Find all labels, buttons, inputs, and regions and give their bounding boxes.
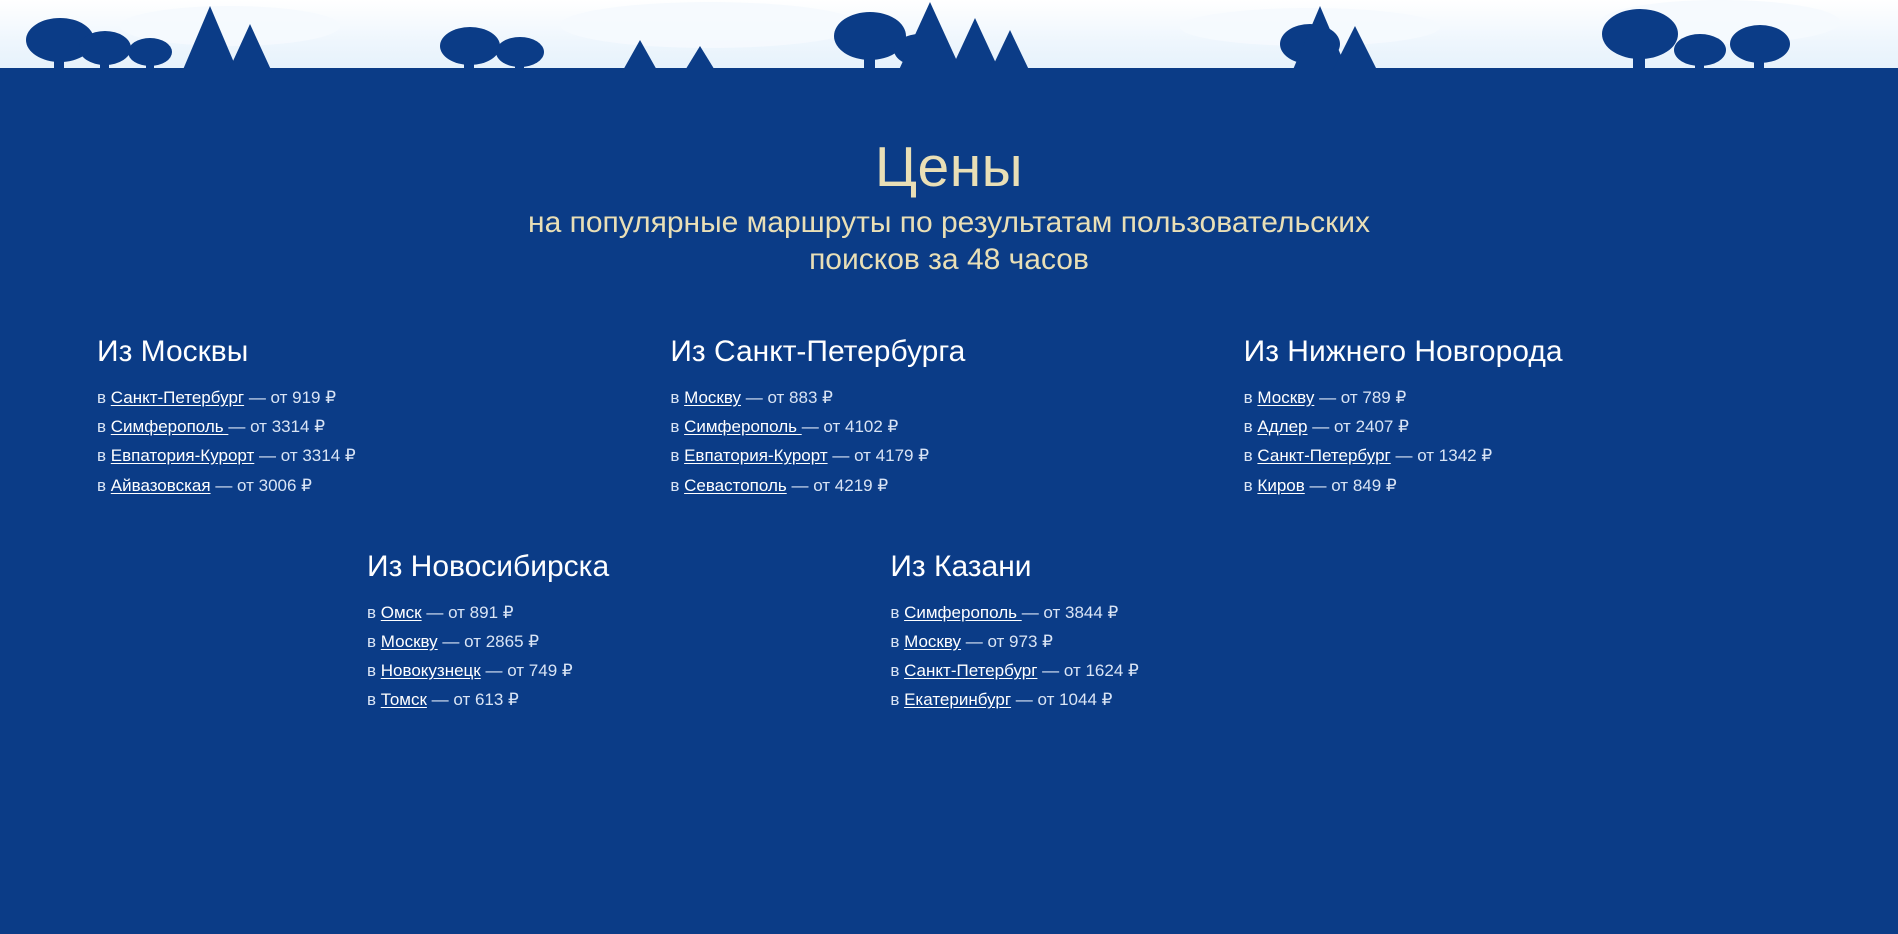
route-price: — от 613 ₽ — [431, 690, 519, 710]
route-price: — от 883 ₽ — [745, 387, 833, 407]
route-item — [890, 627, 1235, 656]
route-price: — от 789 ₽ — [1319, 387, 1407, 407]
route-city-link[interactable]: Айвазовская — [110, 475, 211, 495]
route-city-link[interactable]: Евпатория-Курорт — [684, 446, 828, 466]
route-city-link[interactable]: Москву — [904, 632, 961, 652]
route-preposition: в — [1243, 387, 1253, 407]
forest-silhouette-icon — [0, 0, 1898, 78]
route-item — [670, 471, 1235, 500]
route-item — [367, 656, 662, 685]
route-preposition: в — [367, 632, 377, 652]
route-preposition: в — [97, 446, 107, 466]
route-preposition: в — [890, 632, 900, 652]
price-blocks-grid — [89, 335, 1809, 715]
route-price: — от 1624 ₽ — [1042, 661, 1139, 681]
route-city-link[interactable]: Санкт-Петербург — [110, 387, 245, 407]
route-item — [670, 441, 1235, 470]
route-price: — от 4102 ₽ — [801, 417, 899, 437]
route-city-link[interactable]: Севастополь — [684, 475, 787, 495]
route-preposition: в — [1243, 475, 1253, 495]
price-block-from-kazan — [662, 550, 1235, 715]
route-price: — от 3844 ₽ — [1021, 602, 1119, 622]
route-price: — от 891 ₽ — [426, 602, 514, 622]
page-title: Цены — [874, 135, 1024, 199]
route-list — [1244, 383, 1809, 500]
route-price: — от 919 ₽ — [248, 387, 337, 407]
route-item — [97, 412, 662, 441]
route-preposition: в — [1243, 446, 1253, 466]
route-price: — от 2865 ₽ — [442, 632, 540, 652]
route-preposition: в — [890, 661, 900, 681]
route-city-link[interactable]: Санкт-Петербург — [1257, 446, 1391, 466]
route-preposition: в — [97, 417, 107, 437]
route-list — [890, 598, 1235, 715]
route-item — [1244, 412, 1809, 441]
route-item — [97, 383, 662, 412]
prices-section — [0, 78, 1898, 934]
route-item — [1244, 471, 1809, 500]
route-city-link[interactable]: Москву — [380, 632, 438, 652]
route-price: — от 3006 ₽ — [215, 475, 312, 495]
route-city-link[interactable]: Адлер — [1257, 417, 1308, 437]
route-city-link[interactable]: Симферополь — [110, 417, 229, 437]
route-item — [367, 685, 662, 714]
route-preposition: в — [670, 446, 680, 466]
route-list — [670, 383, 1235, 500]
route-item — [367, 598, 662, 627]
route-list — [97, 383, 662, 500]
price-block-title: Из Казани — [890, 549, 1032, 583]
route-city-link[interactable]: Екатеринбург — [904, 690, 1012, 710]
route-price: — от 3314 ₽ — [259, 446, 356, 466]
route-preposition: в — [670, 387, 680, 407]
page-subtitle: на популярные маршруты по результатам пользовательских поисков за 48 часов — [528, 205, 1370, 277]
route-city-link[interactable]: Томск — [380, 690, 427, 710]
route-preposition: в — [97, 387, 107, 407]
route-city-link[interactable]: Москву — [684, 387, 741, 407]
route-price: — от 973 ₽ — [965, 632, 1053, 652]
route-preposition: в — [367, 602, 377, 622]
route-item — [97, 441, 662, 470]
route-preposition: в — [1243, 417, 1253, 437]
price-block-from-novosibirsk — [89, 550, 662, 715]
route-city-link[interactable]: Омск — [380, 602, 422, 622]
price-block-title: Из Новосибирска — [367, 549, 610, 583]
route-item — [890, 656, 1235, 685]
route-preposition: в — [670, 475, 680, 495]
route-preposition: в — [97, 475, 107, 495]
price-block-title: Из Нижнего Новгорода — [1243, 334, 1563, 368]
route-price: — от 2407 ₽ — [1312, 417, 1409, 437]
route-item — [97, 471, 662, 500]
route-price: — от 1044 ₽ — [1015, 690, 1113, 710]
route-price: — от 3314 ₽ — [228, 417, 326, 437]
decorative-sky-band — [0, 0, 1898, 78]
route-city-link[interactable]: Евпатория-Курорт — [110, 446, 255, 466]
price-block-from-saint-petersburg — [662, 335, 1235, 500]
route-city-link[interactable]: Новокузнецк — [380, 661, 481, 681]
route-city-link[interactable]: Москву — [1257, 387, 1315, 407]
route-item — [1244, 441, 1809, 470]
route-city-link[interactable]: Симферополь — [904, 602, 1022, 622]
price-block-title: Из Москвы — [97, 334, 249, 368]
route-city-link[interactable]: Санкт-Петербург — [904, 661, 1038, 681]
route-item — [670, 383, 1235, 412]
route-city-link[interactable]: Киров — [1257, 475, 1305, 495]
price-block-from-moscow — [89, 335, 662, 500]
route-list — [367, 598, 662, 715]
route-price: — от 849 ₽ — [1309, 475, 1397, 495]
price-block-title: Из Санкт-Петербурга — [670, 334, 966, 368]
route-preposition: в — [890, 690, 900, 710]
route-preposition: в — [367, 690, 377, 710]
route-item — [1244, 383, 1809, 412]
route-price: — от 4219 ₽ — [791, 475, 889, 495]
route-city-link[interactable]: Симферополь — [684, 417, 802, 437]
price-block-from-nizhny-novgorod — [1236, 335, 1809, 500]
route-preposition: в — [670, 417, 680, 437]
route-price: — от 1342 ₽ — [1395, 446, 1493, 466]
route-price: — от 749 ₽ — [485, 661, 573, 681]
route-preposition: в — [367, 661, 377, 681]
route-item — [670, 412, 1235, 441]
route-item — [890, 598, 1235, 627]
route-item — [367, 627, 662, 656]
route-preposition: в — [890, 602, 900, 622]
route-item — [890, 685, 1235, 714]
route-price: — от 4179 ₽ — [832, 446, 930, 466]
